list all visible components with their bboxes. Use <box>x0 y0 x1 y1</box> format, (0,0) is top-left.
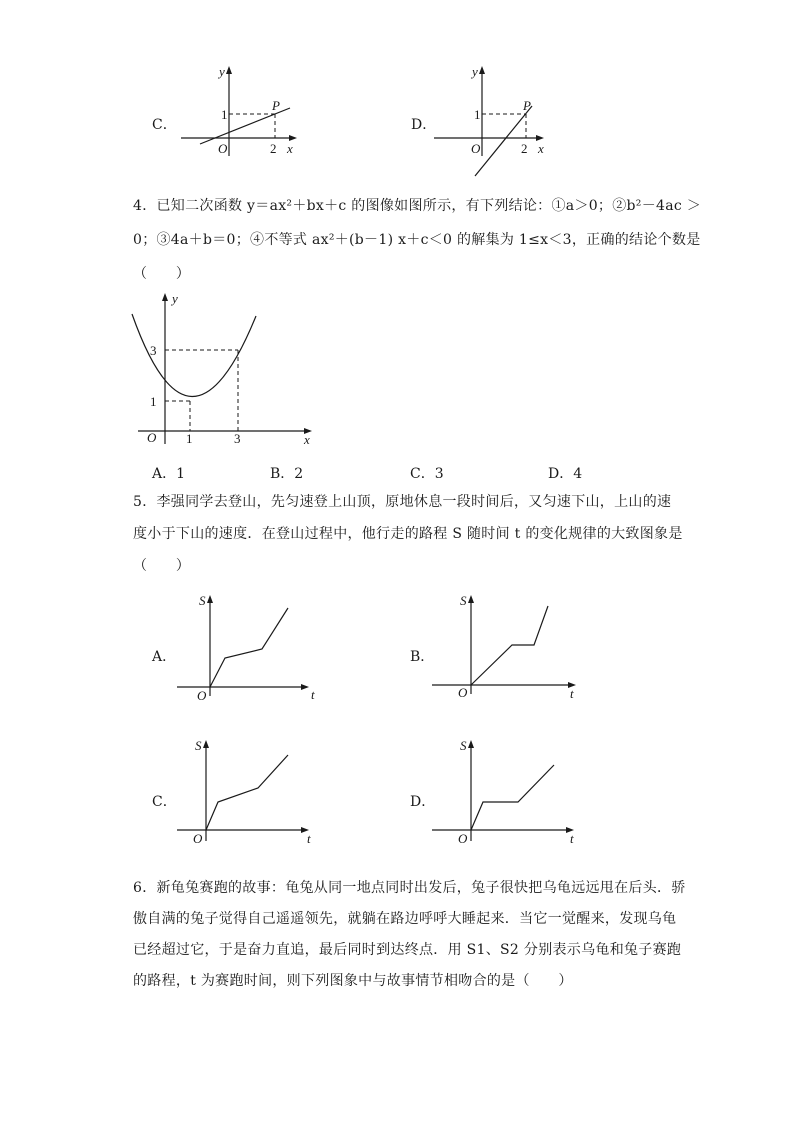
q5-option-d-label: D． <box>410 794 436 810</box>
axis-x-label: x <box>538 141 544 156</box>
tick-1-label: 1 <box>474 107 481 122</box>
axis-t-label: t <box>570 686 574 701</box>
tick-1-label: 1 <box>221 107 228 122</box>
q3-option-d-graph <box>430 62 560 182</box>
axis-x-label: x <box>287 141 293 156</box>
point-p-label: P <box>272 98 280 113</box>
axis-y-label: y <box>472 64 478 79</box>
option-c-label: C． <box>152 117 177 133</box>
axis-t-label: t <box>307 831 311 846</box>
q5-text-line2: 度小于下山的速度．在登山过程中，他行走的路程 S 随时间 t 的变化规律的大致图象是 <box>133 526 683 542</box>
q3-option-c-graph <box>175 62 305 162</box>
tick-2-label: 2 <box>521 141 528 156</box>
q6-text-line2: 傲自满的兔子觉得自己遥遥领先，就躺在路边呼呼大睡起来．当它一觉醒来，发现乌龟 <box>133 911 677 927</box>
origin-label: O <box>458 831 468 846</box>
axis-t-label: t <box>311 687 315 702</box>
origin-label: O <box>147 430 157 445</box>
axis-t-label: t <box>570 831 574 846</box>
q6-text-line3: 已经超过它，于是奋力直追，最后同时到达终点．用 S1、S2 分别表示乌龟和兔子赛跑 <box>133 942 682 958</box>
tick-2-label: 2 <box>270 141 277 156</box>
axis-s-label: S <box>460 593 467 608</box>
origin-label: O <box>458 685 468 700</box>
axis-s-label: S <box>195 738 202 753</box>
origin-label: O <box>471 141 481 156</box>
q5-option-b-graph <box>430 590 590 700</box>
option-d-label: D． <box>411 117 437 133</box>
axis-s-label: S <box>460 738 467 753</box>
q4-parabola-graph <box>130 288 320 448</box>
q4-text-line1: 4．已知二次函数 y＝ax²＋bx＋c 的图像如图所示，有下列结论：①a＞0；②b²－4ac ＞ <box>133 198 702 214</box>
axis-y-label: y <box>219 64 225 79</box>
q5-option-c-graph <box>175 735 325 845</box>
q5-option-b-label: B． <box>410 649 435 665</box>
q5-option-d-graph <box>430 735 590 845</box>
q5-option-c-label: C． <box>152 794 177 810</box>
q5-text-line1: 5．李强同学去登山，先匀速登上山顶，原地休息一段时间后，又匀速下山，上山的速 <box>133 494 672 510</box>
y-tick-3-label: 3 <box>150 343 157 358</box>
origin-label: O <box>218 141 228 156</box>
q6-text-line1: 6．新龟兔赛跑的故事：龟兔从同一地点同时出发后，兔子很快把乌龟远远甩在后头．骄 <box>133 880 686 896</box>
q5-option-a-label: A． <box>152 649 177 665</box>
q4-text-line3: （ ） <box>133 266 191 282</box>
y-tick-1-label: 1 <box>150 394 157 409</box>
q4-text-line2: 0；③4a＋b＝0；④不等式 ax²＋(b－1) x＋c＜0 的解集为 1≤x＜3，正确的结论个数是 <box>133 232 701 248</box>
axis-s-label: S <box>199 593 206 608</box>
q4-option-a: A．1 <box>152 466 186 482</box>
q5-text-line3: （ ） <box>133 558 191 574</box>
q5-option-a-graph <box>175 590 325 703</box>
q4-option-c: C．3 <box>410 466 444 482</box>
point-p-label: P <box>523 98 531 113</box>
q6-text-line4: 的路程，t 为赛跑时间，则下列图象中与故事情节相吻合的是（ ） <box>133 973 573 989</box>
origin-label: O <box>197 688 207 703</box>
q4-option-d: D．4 <box>548 466 583 482</box>
x-tick-1-label: 1 <box>186 431 193 446</box>
origin-label: O <box>193 831 203 846</box>
q4-option-b: B．2 <box>270 466 304 482</box>
x-tick-3-label: 3 <box>234 431 241 446</box>
axis-y-label: y <box>172 291 178 306</box>
axis-x-label: x <box>304 432 310 447</box>
